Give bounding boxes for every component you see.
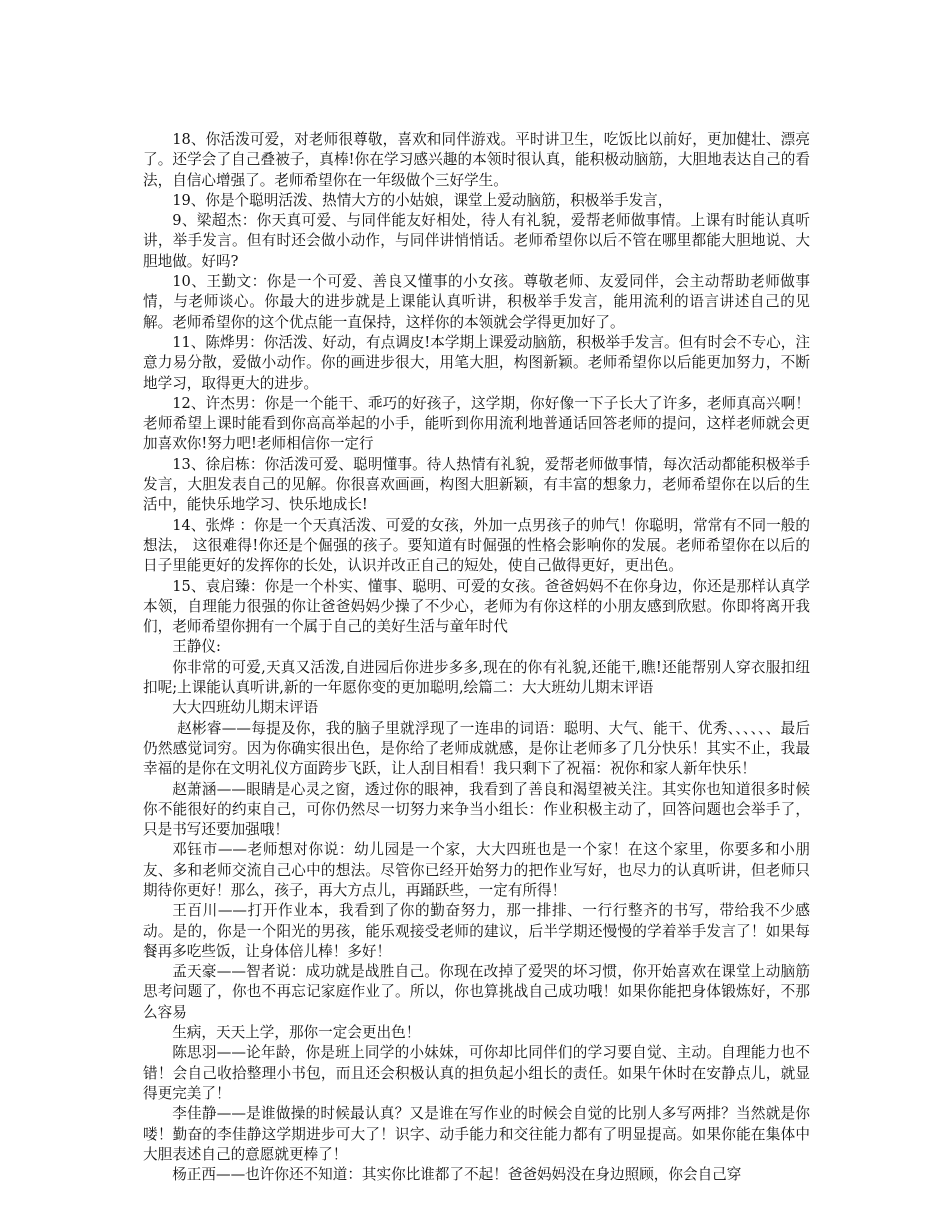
document-page xyxy=(143,130,810,1185)
section-heading: 大大四班幼儿期末评语 xyxy=(172,699,319,717)
paragraph: 王百川——打开作业本，我看到了你的勤奋努力，那一排排、一行行整齐的书写，带给我不少感动。是的，你是一个阳光的男孩，能乐观接受老师的建议，后半学期还慢慢的学着举手发言了！如果每餐再多吃些饭，让身体倍儿棒！多好！ xyxy=(143,902,810,960)
paragraph: 15、袁启臻：你是一个朴实、懂事、聪明、可爱的女孩。爸爸妈妈不在你身边，你还是那样认真学本领，自理能力很强的你让爸爸妈妈少操了不少心，老师为有你这样的小朋友感到欣慰。你即将离开我们，老师希望你拥有一个属于自己的美好生活与童年时代 xyxy=(143,577,810,636)
paragraph: 赵萧涵——眼睛是心灵之窗，透过你的眼神，我看到了善良和渴望被关注。其实你也知道很多时候你不能很好的约束自己，可你仍然尽一切努力来争当小组长：作业积极主动了，回答问题也会举手了，只是书写还要加强哦！ xyxy=(143,780,810,839)
paragraph: 18、你活泼可爱，对老师很尊敬，喜欢和同伴游戏。平时讲卫生，吃饭比以前好，更加健壮、漂亮了。还学会了自己叠被子，真棒!你在学习感兴趣的本领时很认真，能积极动脑筋，大胆地表达自己的看法，自信心增强了。老师希望你在一年级做个三好学生。 xyxy=(143,131,810,189)
paragraph: 赵彬睿——每提及你，我的脑子里就浮现了一连串的词语：聪明、大气、能干、优秀、、、、、、最后仍然感觉词穷。因为你确实很出色，是你给了老师成就感，是你让老师多了几分快乐！其实不止，我最幸福的是你在文明礼仪方面跨步飞跃，让人刮目相看！我只剩下了祝福：祝你和家人新年快乐！ xyxy=(143,719,810,778)
paragraph: 你非常的可爱,天真又活泼,自进园后你进步多多,现在的你有礼貌,还能干,瞧!还能帮别人穿衣服扣纽扣呢;上课能认真听讲,新的一年愿你变的更加聪明,绘篇二：大大班幼儿期末评语 xyxy=(143,658,810,697)
paragraph: 王静仪: xyxy=(172,638,221,656)
paragraph: 生病，天天上学，那你一定会更出色！ xyxy=(172,1024,421,1042)
paragraph: 12、许杰男：你是一个能干、乖巧的好孩子，这学期，你好像一下子长大了许多，老师真高兴啊！老师希望上课时能看到你高高举起的小手，能听到你用流利地普通话回答老师的提问，这样老师就会更加喜欢你!努力吧!老师相信你一定行 xyxy=(143,394,810,453)
paragraph: 13、徐启栋：你活泼可爱、聪明懂事。待人热情有礼貌，爱帮老师做事情，每次活动都能积极举手发言，大胆发表自己的见解。你很喜欢画画，构图大胆新颖，有丰富的想象力，老师希望你在以后的生活中，能快乐地学习、快乐地成长! xyxy=(143,455,810,514)
paragraph: 杨正西——也许你还不知道：其实你比谁都了不起！爸爸妈妈没在身边照顾，你会自己穿 xyxy=(172,1166,742,1184)
paragraph: 陈思羽——论年龄，你是班上同学的小妹妹，可你却比同伴们的学习要自觉、主动。自理能力也不错！会自己收拾整理小书包，而且还会积极认真的担负起小组长的责任。如果午休时在安静点儿，就显得更完美了！ xyxy=(143,1044,810,1102)
paragraph: 14、张烨 ：你是一个天真活泼、可爱的女孩，外加一点男孩子的帅气！你聪明，常常有不同一般的想法， 这很难得!你还是个倔强的孩子。要知道有时倔强的性格会影响你的发展。老师希望你在以后的日子里能更好的发挥你的长处，认识并改正自己的短处，使自己做得更好，更出色。 xyxy=(143,516,810,575)
paragraph: 邓钰市——老师想对你说：幼儿园是一个家，大大四班也是一个家！在这个家里，你要多和小朋友、多和老师交流自己心中的想法。尽管你已经开始努力的把作业写好，也尽力的认真听讲，但老师只期待你更好！那么，孩子，再大方点儿，再踊跃些，一定有所得！ xyxy=(143,841,810,899)
paragraph: 11、陈烨男：你活泼、好动，有点调皮!本学期上课爱动脑筋，积极举手发言。但有时会不专心，注意力易分散，爱做小动作。你的画进步很大，用笔大胆，构图新颖。老师希望你以后能更加努力，不断地学习，取得更大的进步。 xyxy=(143,333,810,392)
paragraph: 李佳静——是谁做操的时候最认真？又是谁在写作业的时候会自觉的比别人多写两排？当然就是你喽！勤奋的李佳静这学期进步可大了！识字、动手能力和交往能力都有了明显提高。如果你能在集体中大胆表述自己的意愿就更棒了！ xyxy=(143,1105,810,1163)
paragraph: 10、王勤文：你是一个可爱、善良又懂事的小女孩。尊敬老师、友爱同伴，会主动帮助老师做事情，与老师谈心。你最大的进步就是上课能认真听讲，积极举手发言，能用流利的语言讲述自己的见解。老师希望你的这个优点能一直保持，这样你的本领就会学得更加好了。 xyxy=(143,273,810,331)
paragraph: 19、你是个聪明活泼、热情大方的小姑娘，课堂上爱动脑筋，积极举手发言， xyxy=(172,191,673,209)
paragraph: 9、梁超杰：你天真可爱、与同伴能友好相处，待人有礼貌，爱帮老师做事情。上课有时能认真听讲，举手发言。但有时还会做小动作，与同伴讲悄悄话。老师希望你以后不管在哪里都能大胆地说、大胆地做。好吗? xyxy=(143,212,810,270)
paragraph: 孟天豪——智者说：成功就是战胜自己。你现在改掉了爱哭的坏习惯，你开始喜欢在课堂上动脑筋思考问题了，你也不再忘记家庭作业了。所以，你也算挑战自己成功哦！如果你能把身体锻炼好，不那么容易 xyxy=(143,963,810,1021)
